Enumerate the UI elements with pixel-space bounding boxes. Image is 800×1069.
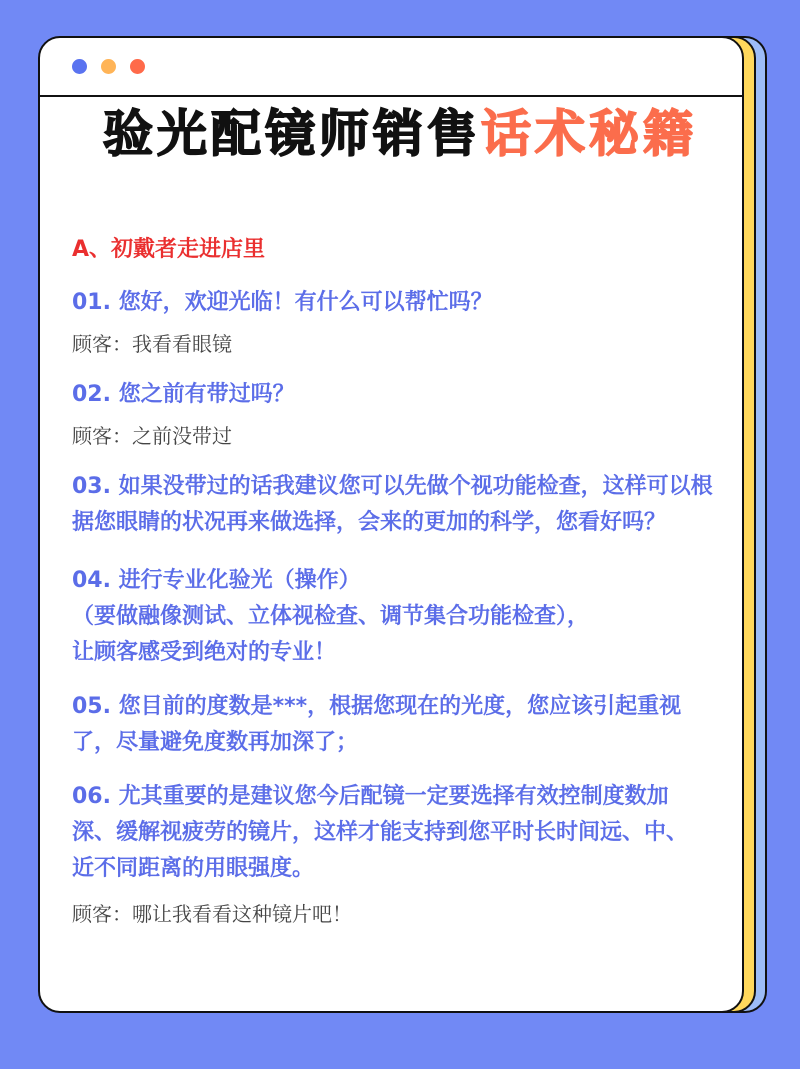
page-title xyxy=(0,94,800,166)
title-main: 验光配镜师销售 xyxy=(103,105,481,163)
window-titlebar xyxy=(40,38,742,97)
script-item-05 xyxy=(72,689,737,761)
question-text: 01. 您好，欢迎光临！有什么可以帮忙吗？ xyxy=(72,290,493,315)
question-text-detail: （要做融像测试、立体视检查、调节集合功能检查）， xyxy=(72,604,590,629)
script-item-01 xyxy=(72,285,737,359)
title-accent: 话术秘籍 xyxy=(481,105,697,163)
window-dot-orange-icon xyxy=(101,59,116,74)
window-dot-red-icon xyxy=(130,59,145,74)
section-heading: A、初戴者走进店里 xyxy=(72,237,266,262)
question-text: 02. 您之前有带过吗？ xyxy=(72,382,295,407)
customer-reply: 顾客：我看看眼镜 xyxy=(72,332,232,356)
customer-reply: 顾客：哪让我看看这种镜片吧！ xyxy=(72,902,352,926)
script-item-04 xyxy=(72,563,737,671)
script-item-06 xyxy=(72,779,737,929)
question-text-emphasis: 让顾客感受到绝对的专业！ xyxy=(72,640,337,665)
question-text: 04. 进行专业化验光（操作） xyxy=(72,568,361,593)
question-text: 05. 您目前的度数是***，根据您现在的光度，您应该引起重视了，尽量避免度数再加深了； xyxy=(72,694,682,755)
script-item-02 xyxy=(72,377,737,451)
question-text: 06. 尤其重要的是建议您今后配镜一定要选择有效控制度数加深、缓解视疲劳的镜片，这样才能支持到您平时长时间远、中、近不同距离的用眼强度。 xyxy=(72,784,689,881)
window-dot-blue-icon xyxy=(72,59,87,74)
question-text: 03. 如果没带过的话我建议您可以先做个视功能检查，这样可以根据您眼睛的状况再来做选择，会来的更加的科学，您看好吗？ xyxy=(72,474,713,535)
script-item-03 xyxy=(72,469,737,541)
customer-reply: 顾客：之前没带过 xyxy=(72,424,232,448)
script-content xyxy=(72,232,737,947)
